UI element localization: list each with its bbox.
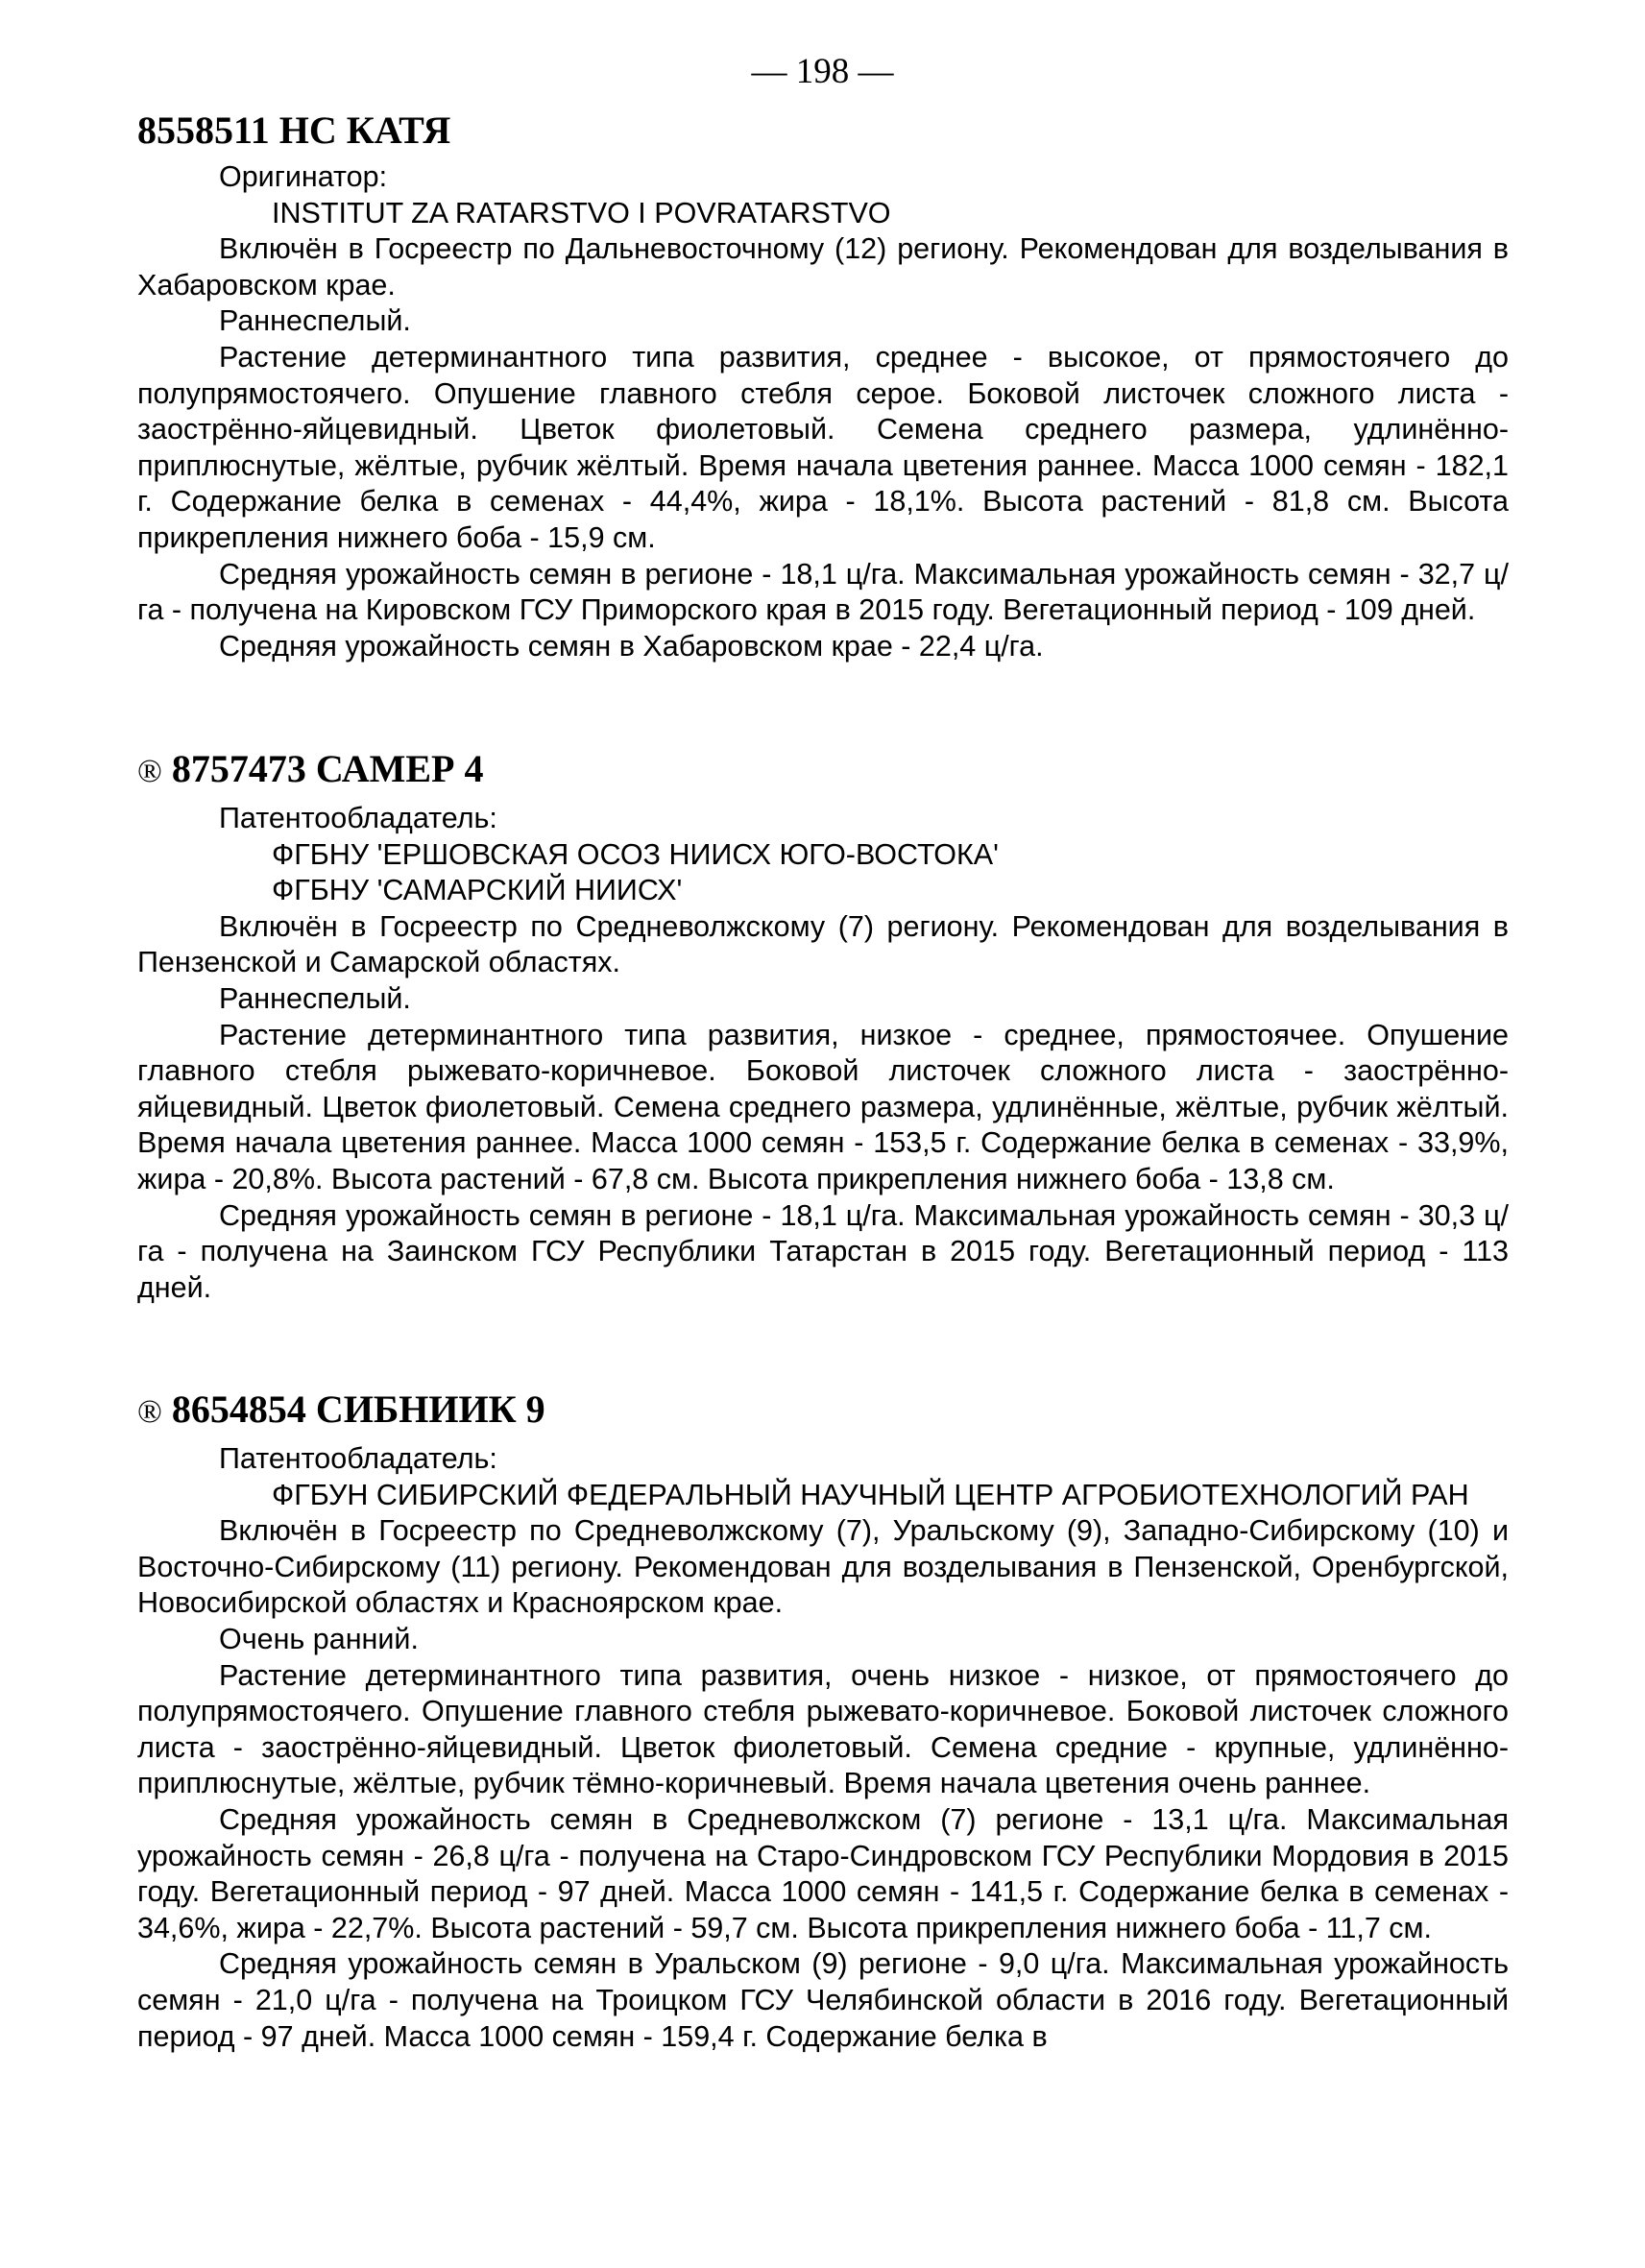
entry-title: 8654854 СИБНИИК 9 [171,1387,545,1431]
paragraph: Растение детерминантного типа развития, низкое - среднее, прямостоячее. Опушение главного стебля рыжевато-коричневое. Боковой листочек сложного листа - заострённо-яйцевидный. Цветок фиолетовый. Семена среднего размера, удлинённые, жёлтые, рубчик жёлтый. Время начала цветения раннее. Масса 1000 семян - 153,5 г. Содержание белка в семенах - 33,9%, жира - 20,8%. Высота растений - 67,8 см. Высота прикрепления нижнего боба - 13,8 см. [137,1018,1509,1195]
paragraph: Очень ранний. [219,1622,419,1655]
entry-heading [137,104,1509,157]
paragraph: Средняя урожайность семян в Средневолжском (7) регионе - 13,1 ц/га. Максимальная урожайность семян - 26,8 ц/га - получена на Старо-Синдровском ГСУ Республики Мордовия в 2015 году. Вегетационный период - 97 дней. Масса 1000 семян - 141,5 г. Содержание белка в семенах - 34,6%, жира - 22,7%. Высота растений - 59,7 см. Высота прикрепления нижнего боба - 11,7 см. [137,1802,1509,1944]
holder-label: Патентообладатель: [219,802,497,834]
paragraph: Средняя урожайность семян в Хабаровском крае - 22,4 ц/га. [219,629,1044,663]
holder-label: Оригинатор: [219,160,388,193]
paragraph: Включён в Госреестр по Средневолжскому (7) региону. Рекомендован для возделывания в Пензенской и Самарской областях. [137,909,1509,979]
entry-heading [137,742,1509,799]
paragraph: Средняя урожайность семян в регионе - 18,1 ц/га. Максимальная урожайность семян - 32,7 ц/га - получена на Кировском ГСУ Приморского края в 2015 году. Вегетационный период - 109 дней. [137,557,1509,627]
paragraph: Растение детерминантного типа развития, очень низкое - низкое, от прямостоячего до полупрямостоячего. Опушение главного стебля рыжевато-коричневое. Боковой листочек сложного листа - заострённо-яйцевидный. Цветок фиолетовый. Семена средние - крупные, удлинённо-приплюснутые, жёлтые, рубчик тёмно-коричневый. Время начала цветения очень раннее. [137,1658,1509,1800]
variety-entry [137,1383,1509,2055]
paragraph: Включён в Госреестр по Средневолжскому (7), Уральскому (9), Западно-Сибирскому (10) и Восточно-Сибирскому (11) региону. Рекомендован для возделывания в Пензенской, Оренбургской, Новосибирской областях и Красноярском крае. [137,1514,1509,1620]
page-number: — 198 — [751,52,894,91]
entry-title: 8558511 НС КАТЯ [137,109,451,152]
variety-entry [137,742,1509,1306]
paragraph: Средняя урожайность семян в регионе - 18,1 ц/га. Максимальная урожайность семян - 30,3 ц/га - получена на Заинском ГСУ Республики Татарстан в 2015 году. Вегетационный период - 113 дней. [137,1198,1509,1304]
paragraph: Включён в Госреестр по Дальневосточному (12) региону. Рекомендован для возделывания в Хабаровском крае. [137,232,1509,302]
registered-mark-icon: ® [137,754,162,789]
entry-title: 8757473 САМЕР 4 [171,747,484,790]
paragraph: Раннеспелый. [219,304,411,338]
entry-heading [137,1383,1509,1439]
holder-label: Патентообладатель: [219,1442,497,1475]
paragraph: Средняя урожайность семян в Уральском (9) регионе - 9,0 ц/га. Максимальная урожайность семян - 21,0 ц/га - получена на Троицком ГСУ Челябинской области в 2016 году. Вегетационный период - 97 дней. Масса 1000 семян - 159,4 г. Содержание белка в [137,1947,1509,2053]
holder-name: ФГБНУ 'ЕРШОВСКАЯ ОСОЗ НИИСХ ЮГО-ВОСТОКА' [272,837,999,871]
registered-mark-icon: ® [137,1394,162,1430]
holder-name: INSTITUT ZA RATARSTVO I POVRATARSTVO [272,196,891,229]
paragraph: Раннеспелый. [219,981,411,1015]
holder-name: ФГБУН СИБИРСКИЙ ФЕДЕРАЛЬНЫЙ НАУЧНЫЙ ЦЕНТР АГРОБИОТЕХНОЛОГИЙ РАН [272,1478,1469,1511]
variety-entry [137,104,1509,664]
holder-name: ФГБНУ 'САМАРСКИЙ НИИСХ' [272,874,683,907]
paragraph: Растение детерминантного типа развития, среднее - высокое, от прямостоячего до полупрямостоячего. Опушение главного стебля серое. Боковой листочек сложного листа - заострённо-яйцевидный. Цветок фиолетовый. Семена среднего размера, удлинённо-приплюснутые, жёлтые, рубчик жёлтый. Время начала цветения раннее. Масса 1000 семян - 182,1 г. Содержание белка в семенах - 44,4%, жира - 18,1%. Высота растений - 81,8 см. Высота прикрепления нижнего боба - 15,9 см. [137,340,1509,554]
